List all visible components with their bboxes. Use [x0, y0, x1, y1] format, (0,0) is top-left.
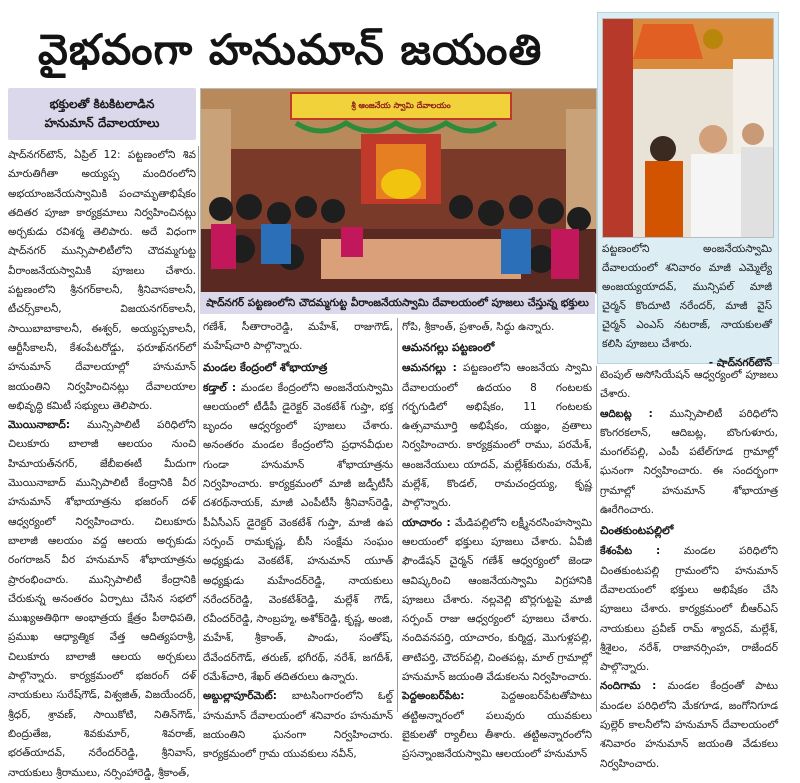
- side-caption-dateline: - షాద్‌నగర్‌టౌన్: [708, 357, 772, 369]
- paragraph-text: మున్సిపాలిటీ పరిధిలోని కొంగరకలాన్, ఆదిబట్ల, బొంగుళూరు, మంగల్‌పల్లి, ఎంపీ పటేల్‌గూడ గ్రామాల్లో ఘనంగా నిర్వహించారు. ఈ సందర్భంగా గ్రామాల్లో హనుమాన్ శోభాయాత్ర ఊరేగించారు.: [600, 407, 778, 517]
- article-paragraph: [8, 416, 196, 783]
- article-paragraph: [402, 687, 592, 764]
- article-paragraph: [600, 405, 778, 521]
- main-photo: [200, 88, 597, 294]
- article-paragraph: [600, 542, 778, 677]
- temple-banner-text: శ్రీ ఆంజనేయ స్వామి దేవాలయం: [351, 101, 451, 110]
- article-paragraph: షాద్‌నగర్‌టౌన్, ఏప్రిల్ 12: పట్టణంలోని శివ మారుతిగీతా అయ్యప్ప మందిరంలోని అభయాంజనేయస్వామికి పంచామృతాభిషేకం తదితర పూజా కార్యక్రమాలు నిర్వహించినట్లు అర్చకుడు రవిశర్మ తెలిపారు. అదే విధంగా షాద్‌నగర్ మున్సిపాలిటీలోని చౌదమ్మగుట్ట వీరాంజనేయస్వామికి పూజలు చేశారు. పట్టణంలోని శ్రీనగర్‌కాలనీ, శ్రీనివాసకాలనీ, టీచర్స్‌కాలనీ, విజయనగర్‌కాలనీ, సాయిబాబాకాలనీ, ఈశ్వర్, అయ్యప్పకాలనీ, ఆర్టీసీకాలనీ, కేశంపేటరోడ్డు, ఫరూఖ్‌నగర్‌లో హనుమాన్ దేవాలయాల్లో హనుమాన్ జయంతిని నిర్వహించినట్లు దేవాలయాల అభివృద్ధి కమిటీ సభ్యులు తెలిపారు.: [8, 149, 196, 412]
- main-photo-caption: షాద్‌నగర్ పట్టణంలోని చౌదమ్మగుట్ట వీరాంజనేయస్వామి దేవాలయంలో పూజలు చేస్తున్న భక్తులు: [200, 292, 595, 314]
- article-paragraph: [402, 359, 592, 513]
- column-divider: [596, 366, 597, 712]
- article-paragraph: [402, 514, 592, 688]
- place-heading: యాచారం :: [402, 516, 451, 529]
- subheading-box: [8, 88, 196, 140]
- side-photo: [602, 18, 774, 238]
- place-heading: పెద్దఅంబర్‌పేట:: [402, 690, 465, 703]
- article-paragraph: గోపి, శ్రీకాంత్, ప్రశాంత్, సిద్ధు ఉన్నారు.: [402, 321, 555, 333]
- article-paragraph: [600, 677, 778, 773]
- section-heading: ఆమనగల్లు పట్టణంలో: [402, 341, 495, 355]
- paragraph-text: మండల కేంద్రంలోని అంజనేయస్వామి ఆలయంలో టీడీపీ డైరెక్టర్ వెంకటేశ్ గుప్తా, భక్త బృందం ఆధ్వర్యంలో పూజలు చేశారు. అనంతరం మండల కేంద్రంలోని ప్రధానవీధుల గుండా హనుమాన్ శోభాయాత్రను నిర్వహించారు. కార్యక్రమంలో మాజీ జడ్పీటీసీ దశరథ్‌నాయక్, మాజీ ఎంపీటీసీ శ్రీనివాస్‌రెడ్డి, పీఏసీఎస్ డైరెక్టర్ వెంకటేశ్ గుప్తా, మాజీ ఉప సర్పంచ్ రామకృష్ణ, బీసీ సంక్షేమ సంఘం అధ్యక్షుడు వెంకటేశ్, హనుమాన్ యూత్ అధ్యక్షుడు మహేందర్‌రెడ్డి, నాయకులు నరేందర్‌రెడ్డి, వెంకటేశ్‌రెడ్డి, మల్లేశ్ గౌడ్, రవీందర్‌రెడ్డి, సాంబ్రహ్మ, అశోక్‌రెడ్డి, కృష్ణ, అంజి, మహేశ్, శ్రీకాంత్, పాండు, సంతోష్, దేవేందర్‌గౌడ్, తరుణ్, భగీరథ్, నరేశ్, జగదీశ్, రమేశ్‌చారి, శేఖర్ తదితరులు ఉన్నారు.: [203, 381, 394, 684]
- place-heading: కడ్తాల్ :: [203, 381, 237, 394]
- paragraph-text: మున్సిపాలిటీ పరిధిలోని చిలుకూరు బాలాజీ ఆలయం నుంచి హిమాయత్‌నగర్, జేబీఐఈటీ మీదుగా మొయినాబాద్ మున్సిపాలిటీ కేంద్రానికి వీర హనుమాన్ శోభాయాత్రను భజరంగ్ దళ్ ఆధ్వర్యంలో నిర్వహించారు. చిలుకూరు బాలాజీ ఆలయం వద్ద ఆలయ అర్చకుడు రంగరాజన్ వీర హనుమాన్ శోభాయాత్రను ప్రారంభించారు. మున్సిపాలిటీ కేంద్రానికి చేరుకున్న అనంతరం ఏర్పాటు చేసిన సభలో ముఖ్యఅతిథిగా అంభాత్రయ క్షేత్రం పీఠాధిపతి, ప్రముఖ ఆధ్యాత్మిక వేత్త ఆదిత్యపరాశ్రీ, చిలుకూరు బాలాజీ ఆలయ అర్చకులు పాల్గొన్నారు. కార్యక్రమంలో భజరంగ్ దళ్ నాయకులు సురేష్‌గౌడ్, విశ్వజిత్, విజయేందర్, శ్రీధర్, శ్రావణ్, సాయికోటి, నితిన్‌గౌడ్, బింద్రుతేజ, శివకుమార్, శివరాజ్, భరత్‌యాదవ్, నరేందర్‌రెడ్డి, శ్రీనివాస్, నాయకులు శ్రీరాములు, నర్సింహారెడ్డి, శ్రీకాంత్,: [8, 419, 196, 779]
- place-heading: అబ్దుల్లాపూర్‌మెట్:: [203, 690, 277, 703]
- place-heading: ఆమనగల్లు :: [402, 362, 457, 375]
- temple-crowd-illustration: [201, 89, 596, 293]
- article-paragraph: [203, 379, 393, 688]
- paragraph-text: బాటసింగారంలోని ఓల్డ్ హనుమాన్ దేవాలయంలో శనివారం హనుమాన్ జయంతిని ఘనంగా నిర్వహించారు. కార్యక్రమంలో గ్రామ యువకులు నవీన్,: [203, 690, 393, 761]
- side-caption-text: పట్టణంలోని అంజనేయస్వామి దేవాలయంలో శనివారం మాజీ ఎమ్మెల్యే అంజయ్యయాదవ్, మున్సిపల్ మాజీ చైర్మన్ కొందూటి నరేందర్, మాజీ వైస్ చైర్మన్ ఎంఎస్ నటరాజ్, నాయకులతో కలిసి పూజలు చేశారు.: [602, 243, 772, 350]
- place-heading: మొయినాబాద్:: [8, 419, 71, 432]
- place-heading: కేశంపేట :: [600, 545, 661, 558]
- paragraph-text: మండల కేంద్రంతో పాటు మండల పరిధిలోని మేకగూడ, జంగోనిగూడ పుల్లెర్ కాలనీలోని హనుమాన్ దేవాలయంలో శనివారం హనుమాన్ జయంతి వేడుకలు నిర్వహించారు.: [600, 680, 778, 770]
- headline: వైభవంగా హనుమాన్ జయంతి: [38, 25, 543, 74]
- article-column-3: [402, 318, 593, 761]
- article-column-1: [8, 146, 196, 779]
- subheading-line-1: భక్తులతో కిటకిటలాడిన: [49, 97, 155, 111]
- side-photo-caption: [602, 240, 772, 369]
- paragraph-text: పెద్దఅంబర్‌పేటతోపాటు తట్టిఅన్నారంలో పలువురు యువకులు బైకులతో ర్యాలీలు తీశారు. తట్టిఅన్నారంలోని ప్రసన్నాంజనేయస్వామి ఆలయంలో హనుమాన్: [402, 690, 592, 761]
- article-paragraph: [203, 687, 393, 764]
- article-paragraph: గణేశ్, సీతారాంరెడ్డి, మహేశ్, రాజుగౌడ్, మహేష్‌చారి పాల్గొన్నారు.: [203, 321, 393, 353]
- section-heading: మండల కేంద్రంలో శోభాయాత్ర: [203, 360, 328, 374]
- place-heading: నందిగామ :: [600, 680, 657, 693]
- subheading-line-2: హనుమాన్ దేవాలయాలు: [44, 116, 160, 130]
- paragraph-text: పట్టణంలోని ఆంజనేయ స్వామి దేవాలయంలో ఉదయం 8 గంటలకు గర్భగుడిలో అభిషేకం, 11 గంటలకు ఉత్సవామూర్తి అభిషేకం, యజ్ఞం, వ్రతాలు నిర్వహించారు. కార్యక్రమంలో రాము, పరమేశ్, ఆంజనేయులు యాదవ్, మల్లేశ్‌కురుమ, రమేశ్, మల్లేశ్, కొండల్, రామచంద్రయ్య, కృష్ణ పాల్గొన్నారు.: [402, 362, 592, 510]
- article-paragraph: టెంపుల్ అసోసియేషన్ ఆధ్వర్యంలో పూజలు చేశారు.: [600, 369, 778, 401]
- column-divider: [198, 146, 199, 712]
- article-column-4: [600, 366, 778, 770]
- paragraph-text: మేడిపల్లిలోని లక్ష్మీనరసింహస్వామి ఆలయంలో భక్తులు పూజలు చేశారు. ఏవీజీ ఫౌండేషన్ చైర్మన్ గణేశ్ ఆధ్వర్యంలో జెండా ఆవిష్కరించి ఆంజనేయస్వామి విగ్రహానికి పూజలు చేశారు. నల్లవెల్లి బొర్లగుట్టపై మాజీ సర్పంచ్ రాజు ఆధ్వర్యంలో పూజలు చేశారు. నందివనపర్తి, యాచారం, కుర్మిద్ద, మొగుళ్లపల్లి, తాటిపర్తి, చౌదర్‌పల్లి, చింతపట్ల, మాల్ గ్రామాల్లో హనుమాన్ జయంతి వేడుకలను నిర్వహించారు.: [402, 516, 593, 684]
- article-column-2: [203, 318, 394, 761]
- column-divider: [397, 318, 398, 712]
- worship-illustration: [603, 19, 773, 237]
- paragraph-text: మండల పరిధిలోని చింతకుంటపల్లి గ్రామంలోని హనుమాన్ దేవాలయంలో భక్తులు అభిషేకం చేసి పూజలు చేశారు. కార్యక్రమంలో బీఆర్‌ఎస్ నాయకులు ప్రవీణ్ రామ్ శ్యాదవ్, మల్లేశ్, శ్రీశైలం, నరేశ్, రాజానర్సింహ, రాజేందర్ పాల్గొన్నారు.: [600, 545, 778, 674]
- section-heading: చింతకుంటపల్లిలో: [600, 524, 674, 538]
- place-heading: ఆదిబట్ల :: [600, 407, 653, 420]
